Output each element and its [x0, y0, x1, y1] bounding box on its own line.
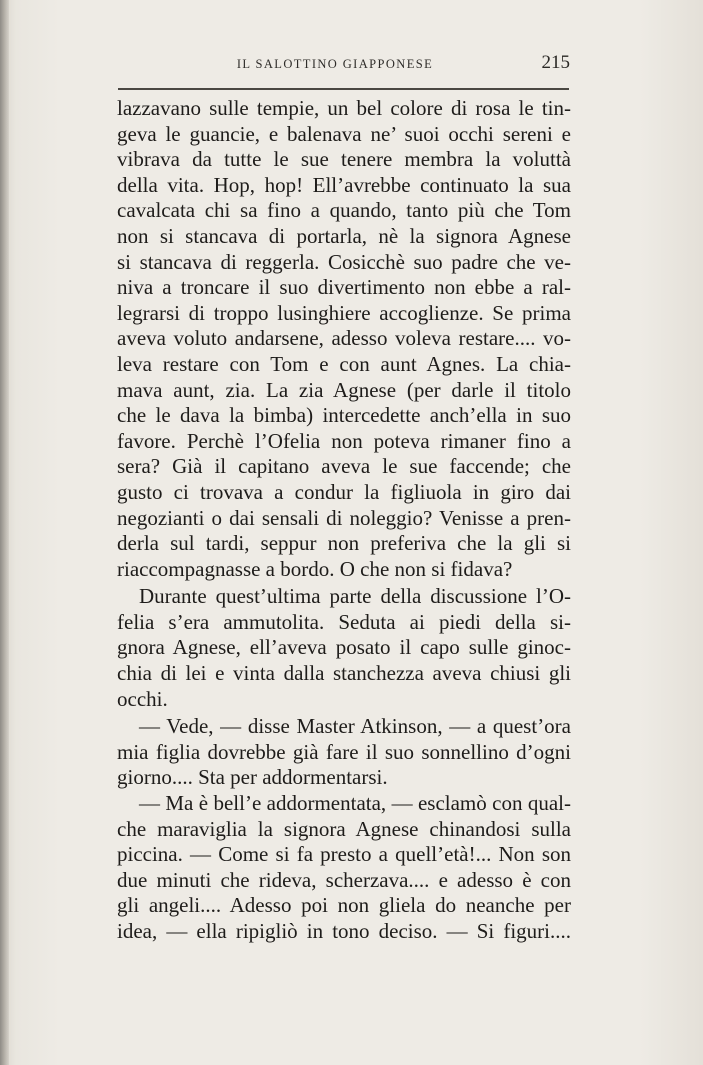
text-line: piccina. — Come si fa presto a quell’età!... Non son: [117, 842, 571, 867]
text-line: cavalcata chi sa fino a quando, tanto più che Tom: [117, 198, 571, 223]
page-gutter-shadow: [0, 0, 9, 1065]
text-line: vibrava da tutte le sue tenere membra la voluttà: [117, 147, 571, 172]
text-line: gnora Agnese, ell’aveva posato il capo sulle ginoc-: [117, 635, 571, 660]
text-line: geva le guancie, e balenava ne’ suoi occhi sereni e: [117, 121, 571, 146]
text-line: che le dava la bimba) intercedette anch’ella in suo: [117, 403, 571, 428]
text-line: aveva voluto andarsene, adesso voleva restare.... vo-: [117, 326, 571, 351]
text-line: leva restare con Tom e con aunt Agnes. La chia-: [117, 351, 571, 376]
text-line: gusto ci trovava a condur la figliuola in giro dai: [117, 479, 571, 504]
text-line: felia s’era ammutolita. Seduta ai piedi della si-: [117, 609, 571, 634]
text-line: legrarsi di troppo lusinghiere accoglienze. Se prima: [117, 300, 571, 325]
text-line: riaccompagnasse a bordo. O che non si fidava?: [117, 556, 513, 581]
text-line: chia di lei e vinta dalla stanchezza aveva chiusi gli: [117, 661, 571, 686]
text-line: — Vede, — disse Master Atkinson, — a quest’ora: [139, 714, 571, 739]
text-line: lazzavano sulle tempie, un bel colore di rosa le tin-: [117, 96, 571, 120]
text-line: della vita. Hop, hop! Ell’avrebbe continuato la sua: [117, 172, 571, 197]
body-text: [117, 96, 571, 945]
page-header: [100, 52, 570, 78]
text-line: occhi.: [117, 686, 168, 711]
text-line: Durante quest’ultima parte della discussione l’O-: [139, 584, 571, 609]
text-line: negozianti o dai sensali di noleggio? Venisse a pren-: [117, 505, 571, 530]
text-line: si stancava di reggerla. Cosicchè suo padre che ve-: [117, 249, 571, 274]
text-line: idea, — ella ripigliò in tono deciso. — Si figuri....: [117, 919, 571, 943]
text-line: giorno.... Sta per addormentarsi.: [117, 765, 388, 790]
header-rule: [118, 88, 569, 90]
text-line: gli angeli.... Adesso poi non gliela do neanche per: [117, 893, 571, 918]
text-line: — Ma è bell’e addormentata, — esclamò con qual-: [139, 791, 571, 816]
text-line: niva a troncare il suo divertimento non ebbe a ral-: [117, 275, 571, 300]
text-line: non si stancava di portarla, nè la signora Agnese: [117, 223, 571, 248]
page-number: 215: [541, 52, 570, 73]
text-line: mia figlia dovrebbe già fare il suo sonnellino d’ogni: [117, 739, 571, 764]
text-line: favore. Perchè l’Ofelia non poteva rimaner fino a: [117, 428, 571, 453]
text-line: che maraviglia la signora Agnese chinandosi sulla: [117, 816, 571, 841]
running-title: IL SALOTTINO GIAPPONESE: [236, 57, 434, 71]
text-line: derla sul tardi, seppur non preferiva che la gli si: [117, 531, 571, 556]
text-line: sera? Già il capitano aveva le sue faccende; che: [117, 454, 571, 479]
text-line: due minuti che rideva, scherzava.... e adesso è con: [117, 867, 571, 892]
text-line: mava aunt, zia. La zia Agnese (per darle il titolo: [117, 377, 571, 402]
